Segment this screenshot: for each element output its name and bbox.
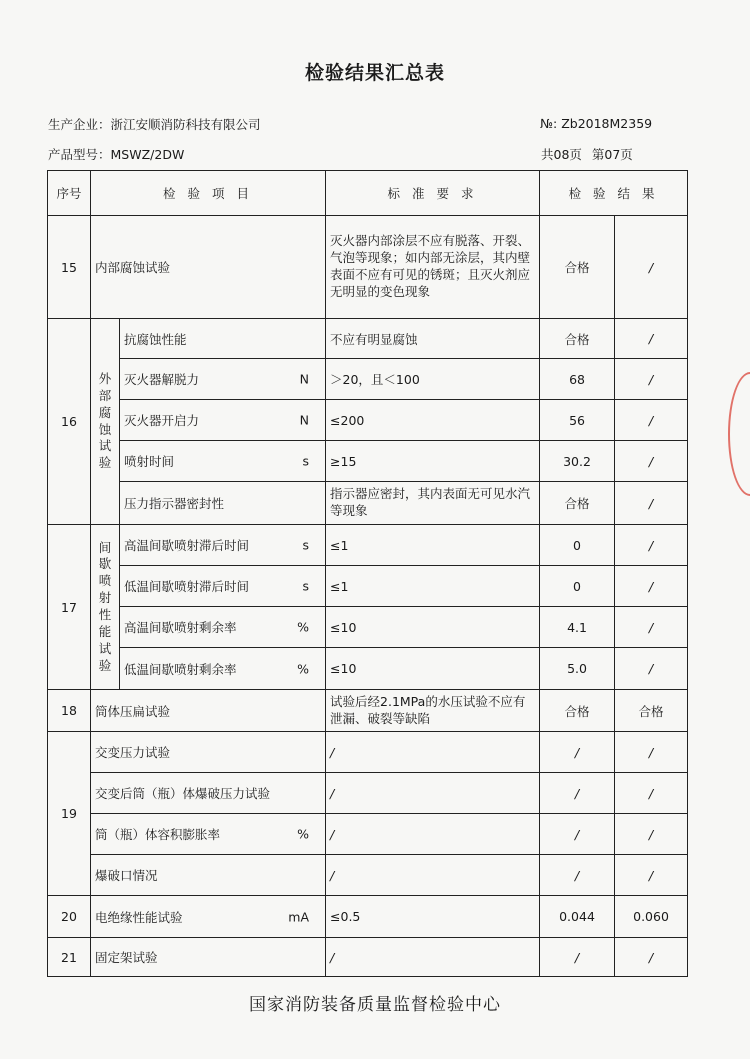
row-standard: 指示器应密封，其内表面无可见水汽等现象 [326, 482, 540, 525]
table-row [48, 359, 688, 400]
row-item [91, 773, 326, 814]
table-row [48, 896, 688, 938]
table-row [48, 525, 688, 566]
table-row [48, 690, 688, 732]
table-row [48, 814, 688, 855]
row-item [91, 732, 326, 773]
total-pages: 共08页 [541, 147, 582, 162]
issuer-footer: 国家消防装备质量监督检验中心 [249, 995, 501, 1015]
row-result-2: 0.060 [615, 896, 688, 938]
number-value: Zb2018M2359 [561, 116, 653, 131]
row-result-2: / [615, 648, 688, 690]
row-item [120, 359, 326, 400]
item-name: 电绝缘性能试验 [95, 909, 183, 925]
row-result-1: / [540, 855, 615, 896]
group-label: 间歇喷射性能试验 [91, 525, 120, 690]
row-standard: / [326, 732, 540, 773]
row-item: 内部腐蚀试验 [91, 216, 326, 319]
row-result-1: / [540, 732, 615, 773]
row-seq: 21 [48, 938, 91, 977]
row-seq: 15 [48, 216, 91, 319]
row-result-2: / [615, 732, 688, 773]
row-standard: / [326, 773, 540, 814]
row-item [91, 814, 326, 855]
table-row [48, 482, 688, 525]
row-item: 固定架试验 [91, 938, 326, 977]
row-result-1: 68 [540, 359, 615, 400]
item-name: 交变后筒（瓶）体爆破压力试验 [95, 786, 271, 801]
row-seq: 17 [48, 525, 91, 690]
row-result-1: 4.1 [540, 607, 615, 648]
row-result-2: 合格 [615, 690, 688, 732]
item-name: 压力指示器密封性 [124, 496, 225, 511]
row-result-1: 合格 [540, 216, 615, 319]
row-result-2: / [615, 400, 688, 441]
row-standard: ≤1 [326, 566, 540, 607]
row-standard: ≤200 [326, 400, 540, 441]
company-label: 生产企业： [48, 117, 111, 132]
item-name: 低温间歇喷射剩余率 [124, 661, 237, 677]
company-line [48, 115, 261, 133]
item-name: 喷射时间 [124, 454, 175, 469]
row-result-2: / [615, 359, 688, 400]
current-page: 第07页 [591, 147, 633, 162]
item-name: 灭火器开启力 [124, 413, 200, 428]
item-name: 爆破口情况 [95, 868, 158, 883]
table-row [48, 773, 688, 814]
row-result-1: 56 [540, 400, 615, 441]
row-result-1: 0 [540, 566, 615, 607]
item-unit: mA [288, 909, 310, 924]
document-title: 检验结果汇总表 [304, 62, 445, 84]
model-line [48, 145, 184, 163]
row-item [120, 400, 326, 441]
row-result-1: / [540, 814, 615, 855]
item-unit: s [302, 537, 310, 553]
row-item [91, 896, 326, 938]
row-item [91, 855, 326, 896]
row-standard: ≤10 [326, 607, 540, 648]
group-label: 外部腐蚀试验 [91, 319, 120, 525]
row-standard: ＞20，且＜100 [326, 359, 540, 400]
company-name: 浙江安顺消防科技有限公司 [110, 117, 261, 132]
item-unit: % [297, 661, 310, 676]
col-result: 检 验 结 果 [540, 171, 688, 216]
row-standard: / [326, 938, 540, 977]
row-result-1: 5.0 [540, 648, 615, 690]
row-item [120, 607, 326, 648]
model-label: 产品型号： [48, 147, 111, 162]
table-row [48, 566, 688, 607]
report-number [540, 116, 652, 131]
row-seq: 18 [48, 690, 91, 732]
table-row [48, 441, 688, 482]
row-seq: 20 [48, 896, 91, 938]
table-row [48, 855, 688, 896]
row-result-2: / [615, 855, 688, 896]
row-item [120, 482, 326, 525]
row-standard: 灭火器内部涂层不应有脱落、开裂、气泡等现象；如内部无涂层，其内壁表面不应有可见的锈斑；且灭火剂应无明显的变色现象 [326, 216, 540, 319]
model-value: MSWZ/2DW [110, 147, 185, 162]
row-result-2: / [615, 482, 688, 525]
row-result-2: / [615, 814, 688, 855]
row-result-2: / [615, 938, 688, 977]
table-row [48, 319, 688, 359]
item-name: 灭火器解脱力 [124, 372, 200, 387]
item-unit: s [302, 578, 310, 594]
row-standard: ≤10 [326, 648, 540, 690]
row-standard: / [326, 855, 540, 896]
row-item [120, 566, 326, 607]
item-name: 抗腐蚀性能 [124, 331, 187, 347]
row-standard: ≤1 [326, 525, 540, 566]
row-item: 筒体压扁试验 [91, 690, 326, 732]
table-row [48, 648, 688, 690]
item-name: 低温间歇喷射滞后时间 [124, 579, 250, 594]
row-seq: 16 [48, 319, 91, 525]
row-result-1: 合格 [540, 690, 615, 732]
item-name: 筒（瓶）体容积膨胀率 [95, 827, 221, 842]
item-unit: s [302, 453, 310, 469]
table-row [48, 607, 688, 648]
row-result-2: / [615, 216, 688, 319]
item-unit: % [297, 826, 310, 842]
row-item [120, 648, 326, 690]
row-result-2: / [615, 319, 688, 359]
item-name: 高温间歇喷射剩余率 [124, 620, 237, 635]
row-result-2: / [615, 525, 688, 566]
red-seal-stamp [728, 372, 750, 496]
table-row [48, 216, 688, 319]
row-item [120, 525, 326, 566]
row-result-2: / [615, 607, 688, 648]
row-standard: 不应有明显腐蚀 [326, 319, 540, 359]
row-result-1: 0.044 [540, 896, 615, 938]
row-standard: ≤0.5 [326, 896, 540, 938]
results-table [47, 170, 688, 977]
number-label: №: [540, 116, 558, 131]
item-name: 高温间歇喷射滞后时间 [124, 538, 250, 553]
row-standard: 试验后经2.1MPa的水压试验不应有泄漏、破裂等缺陷 [326, 690, 540, 732]
col-standard: 标 准 要 求 [326, 171, 540, 216]
row-result-2: / [615, 773, 688, 814]
item-unit: % [297, 619, 310, 635]
table-row [48, 732, 688, 773]
row-result-1: 30.2 [540, 441, 615, 482]
col-seq: 序号 [48, 171, 91, 216]
row-seq: 19 [48, 732, 91, 896]
row-standard: ≥15 [326, 441, 540, 482]
table-row [48, 400, 688, 441]
item-unit: N [299, 412, 310, 428]
table-row [48, 938, 688, 977]
page-info [541, 145, 633, 163]
row-result-1: 0 [540, 525, 615, 566]
item-name: 交变压力试验 [95, 745, 171, 760]
row-result-1: 合格 [540, 482, 615, 525]
row-standard: / [326, 814, 540, 855]
header-row [48, 171, 688, 216]
row-result-1: 合格 [540, 319, 615, 359]
row-item [120, 441, 326, 482]
row-result-1: / [540, 938, 615, 977]
item-unit: N [299, 371, 310, 387]
col-item: 检 验 项 目 [91, 171, 326, 216]
row-result-2: / [615, 441, 688, 482]
row-result-2: / [615, 566, 688, 607]
row-result-1: / [540, 773, 615, 814]
row-item [120, 319, 326, 359]
